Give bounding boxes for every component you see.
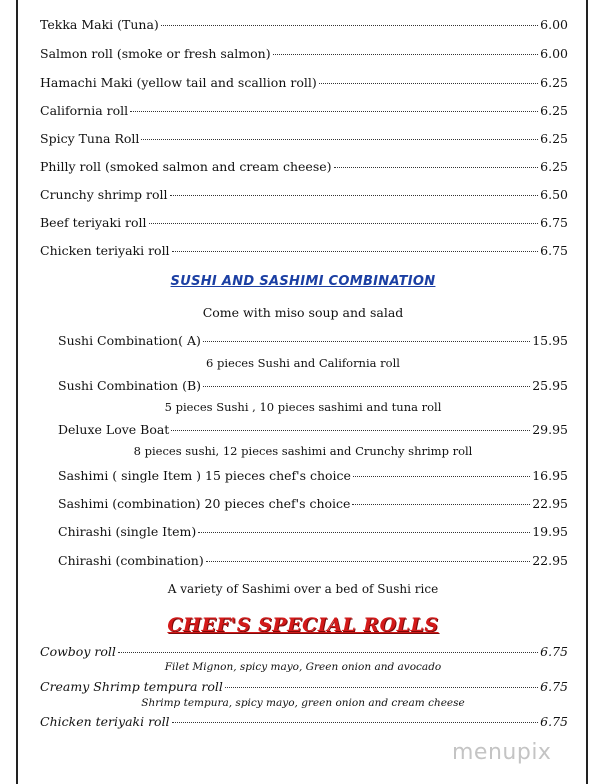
menu-item [40,644,568,660]
menu-item [58,553,568,569]
leader-dots [203,341,530,342]
leader-dots [206,561,530,562]
item-price: 6.00 [540,46,568,61]
item-name: Deluxe Love Boat [58,422,170,437]
menu-item [58,524,568,540]
item-name: Creamy Shrimp tempura roll [40,679,223,694]
menu-item [40,46,568,62]
menu-item [40,714,568,730]
item-name: Chirashi (combination) [58,553,204,568]
leader-dots [334,167,539,168]
item-price: 6.25 [540,159,568,174]
item-description: 8 pieces sushi, 12 pieces sashimi and Crunchy shrimp roll [133,444,473,458]
menu-item [40,159,568,175]
item-price: 25.95 [532,378,568,393]
menu-item [58,468,568,484]
menu-item [40,17,568,33]
item-name: Beef teriyaki roll [40,215,147,230]
menu-item [58,422,568,438]
item-name: Philly roll (smoked salmon and cream cheese) [40,159,332,174]
menu-item [40,215,568,231]
leader-dots [141,139,538,140]
item-name: Hamachi Maki (yellow tail and scallion roll) [40,75,317,90]
item-price: 6.25 [540,131,568,146]
menu-item [40,679,568,695]
leader-dots [225,687,538,688]
leader-dots [149,223,539,224]
menu-item [58,333,568,349]
item-price: 6.00 [540,17,568,32]
item-price: 22.95 [532,553,568,568]
leader-dots [352,504,530,505]
item-name: Chicken teriyaki roll [40,714,170,729]
leader-dots [172,722,539,723]
item-name: Tekka Maki (Tuna) [40,17,159,32]
leader-dots [172,251,539,252]
menu-item [40,243,568,259]
item-price: 6.75 [540,215,568,230]
item-description: 6 pieces Sushi and California roll [206,356,400,370]
watermark-logo: menupix [452,740,552,765]
item-description: Filet Mignon, spicy mayo, Green onion and avocado [164,661,442,673]
item-price: 22.95 [532,496,568,511]
leader-dots [353,476,530,477]
leader-dots [130,111,538,112]
section-title-combination: SUSHI AND SASHIMI COMBINATION [170,274,436,289]
item-name: Chicken teriyaki roll [40,243,170,258]
item-name: Sushi Combination( A) [58,333,201,348]
menu-item [40,75,568,91]
leader-dots [198,532,530,533]
item-name: Crunchy shrimp roll [40,187,168,202]
item-price: 6.75 [540,644,568,659]
menu-item [40,187,568,203]
item-price: 16.95 [532,468,568,483]
leader-dots [319,83,538,84]
item-price: 6.50 [540,187,568,202]
item-price: 6.25 [540,103,568,118]
leader-dots [118,652,538,653]
item-price: 19.95 [532,524,568,539]
menu-item [40,131,568,147]
item-price: 6.25 [540,75,568,90]
item-name: Sashimi ( single Item ) 15 pieces chef's choice [58,468,351,483]
item-name: Cowboy roll [40,644,116,659]
item-price: 6.75 [540,714,568,729]
section-footnote: A variety of Sashimi over a bed of Sushi rice [167,582,439,596]
item-description: 5 pieces Sushi , 10 pieces sashimi and tuna roll [164,400,442,414]
item-price: 15.95 [532,333,568,348]
menu-item [40,103,568,119]
section-subtitle: Come with miso soup and salad [202,305,404,320]
leader-dots [170,195,539,196]
leader-dots [203,386,530,387]
menu-item [58,496,568,512]
item-description: Shrimp tempura, spicy mayo, green onion and cream cheese [141,697,465,709]
item-name: Spicy Tuna Roll [40,131,140,146]
item-name: Salmon roll (smoke or fresh salmon) [40,46,271,61]
item-name: California roll [40,103,129,118]
item-price: 29.95 [532,422,568,437]
section-title-special: CHEF'S SPECIAL ROLLS [167,614,439,636]
leader-dots [161,25,538,26]
item-price: 6.75 [540,679,568,694]
leader-dots [273,54,539,55]
item-name: Chirashi (single Item) [58,524,197,539]
leader-dots [171,430,530,431]
item-name: Sashimi (combination) 20 pieces chef's choice [58,496,351,511]
menu-item [58,378,568,394]
item-name: Sushi Combination (B) [58,378,202,393]
item-price: 6.75 [540,243,568,258]
